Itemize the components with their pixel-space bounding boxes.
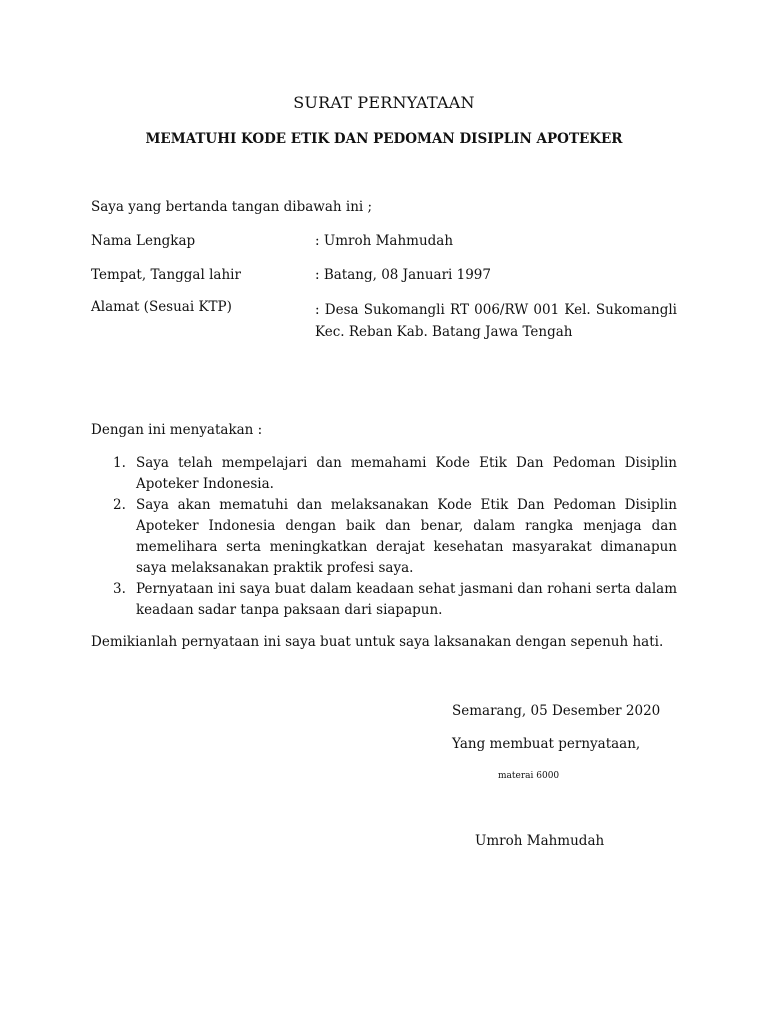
place-date: Semarang, 05 Desember 2020 (452, 703, 661, 719)
list-number: 1. (113, 455, 126, 471)
field-label: Nama Lengkap (91, 233, 196, 249)
field-value: : Desa Sukomangli RT 006/RW 001 Kel. Sukomangli Kec. Reban Kab. Batang Jawa Tengah (315, 302, 677, 340)
closing-text: Demikianlah pernyataan ini saya buat untuk saya laksanakan dengan sepenuh hati. (91, 634, 664, 650)
list-item (91, 495, 677, 579)
declaration-intro: Dengan ini menyatakan : (91, 422, 263, 438)
stamp-note: materai 6000 (498, 771, 560, 781)
document-title: SURAT PERNYATAAN (293, 93, 475, 112)
document-subtitle: MEMATUHI KODE ETIK DAN PEDOMAN DISIPLIN APOTEKER (145, 131, 623, 147)
list-item (91, 453, 677, 495)
list-number: 3. (113, 581, 126, 597)
field-value: : Umroh Mahmudah (315, 233, 454, 249)
list-number: 2. (113, 497, 126, 513)
signer-name: Umroh Mahmudah (475, 833, 605, 849)
statement-list (91, 453, 677, 621)
field-label: Tempat, Tanggal lahir (91, 267, 241, 283)
list-item (91, 579, 677, 621)
list-text: Saya telah mempelajari dan memahami Kode Etik Dan Pedoman Disiplin Apoteker Indonesia. (136, 455, 677, 492)
list-text: Saya akan mematuhi dan melaksanakan Kode Etik Dan Pedoman Disiplin Apoteker Indonesia dengan baik dan benar, dalam rangka menjaga dan memelihara serta meningkatkan derajat kesehatan masyarakat dimanapun saya melaksanakan praktik profesi saya. (136, 497, 677, 576)
intro-text: Saya yang bertanda tangan dibawah ini ; (91, 199, 373, 215)
maker-label: Yang membuat pernyataan, (452, 736, 641, 752)
field-label: Alamat (Sesuai KTP) (91, 299, 232, 315)
list-text: Pernyataan ini saya buat dalam keadaan sehat jasmani dan rohani serta dalam keadaan sadar tanpa paksaan dari siapapun. (136, 581, 677, 618)
field-value: : Batang, 08 Januari 1997 (315, 267, 491, 283)
